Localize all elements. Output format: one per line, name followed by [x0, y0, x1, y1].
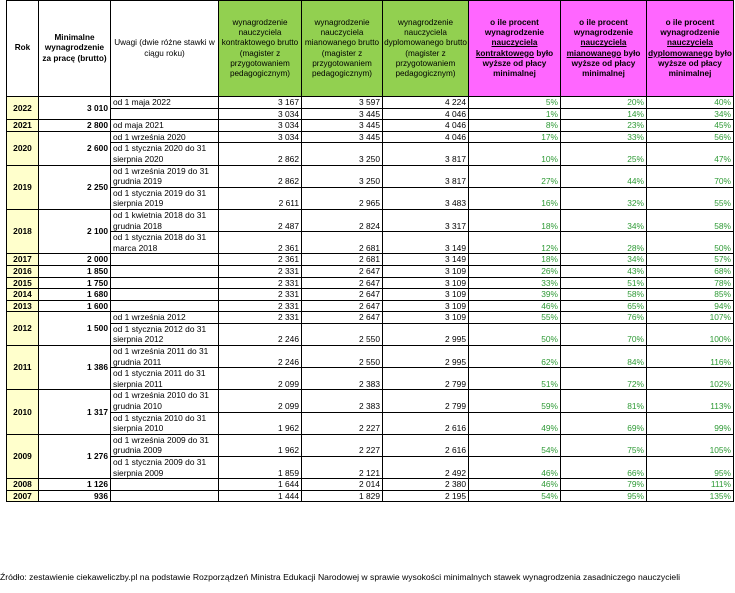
table-row	[7, 254, 734, 266]
table-row	[7, 108, 734, 120]
certified-pct-cell: 100%	[647, 323, 734, 345]
appointed-salary-cell: 2 227	[302, 412, 383, 434]
certified-salary-cell: 2 995	[383, 323, 469, 345]
year-cell: 2007	[7, 490, 39, 502]
note-cell: od 1 stycznia 2009 do 31 sierpnia 2009	[111, 457, 219, 479]
contract-pct-cell: 26%	[469, 265, 561, 277]
appointed-pct-cell: 34%	[561, 254, 647, 266]
appointed-pct-cell: 84%	[561, 346, 647, 368]
note-cell: od 1 stycznia 2020 do 31 sierpnia 2020	[111, 143, 219, 165]
table-row	[7, 457, 734, 479]
certified-salary-cell: 4 046	[383, 120, 469, 132]
header-min-wage: Minimalne wynagrodzenie za pracę (brutto)	[39, 1, 111, 97]
certified-pct-cell: 70%	[647, 165, 734, 187]
appointed-salary-cell: 3 445	[302, 120, 383, 132]
note-cell: od 1 września 2010 do 31 grudnia 2010	[111, 390, 219, 412]
contract-pct-cell: 17%	[469, 131, 561, 143]
certified-salary-cell: 4 224	[383, 97, 469, 109]
contract-pct-cell: 5%	[469, 97, 561, 109]
note-cell: od 1 stycznia 2019 do 31 sierpnia 2019	[111, 187, 219, 209]
appointed-salary-cell: 2 681	[302, 254, 383, 266]
min-wage-cell: 2 000	[39, 254, 111, 266]
table-row	[7, 131, 734, 143]
contract-pct-cell: 49%	[469, 412, 561, 434]
certified-salary-cell: 3 483	[383, 187, 469, 209]
appointed-pct-cell: 28%	[561, 232, 647, 254]
appointed-salary-cell: 1 829	[302, 490, 383, 502]
certified-pct-cell: 105%	[647, 434, 734, 456]
certified-pct-cell: 107%	[647, 312, 734, 324]
contract-pct-cell: 12%	[469, 232, 561, 254]
certified-salary-cell: 3 109	[383, 265, 469, 277]
certified-pct-cell: 56%	[647, 131, 734, 143]
table-row	[7, 289, 734, 301]
contract-salary-cell: 1 962	[219, 434, 302, 456]
appointed-salary-cell: 2 227	[302, 434, 383, 456]
certified-salary-cell: 3 317	[383, 209, 469, 231]
min-wage-cell: 2 600	[39, 131, 111, 165]
appointed-salary-cell: 2 647	[302, 277, 383, 289]
min-wage-cell: 936	[39, 490, 111, 502]
appointed-pct-cell: 58%	[561, 289, 647, 301]
appointed-pct-cell: 43%	[561, 265, 647, 277]
certified-pct-cell: 116%	[647, 346, 734, 368]
certified-salary-cell: 4 046	[383, 131, 469, 143]
certified-salary-cell: 2 616	[383, 412, 469, 434]
contract-salary-cell: 1 444	[219, 490, 302, 502]
year-cell: 2019	[7, 165, 39, 209]
header-pct-appointed: o ile procent wynagrodzenie nauczyciela mianowanego było wyższe od płacy minimalnej	[561, 1, 647, 97]
contract-pct-cell: 27%	[469, 165, 561, 187]
contract-salary-cell: 2 862	[219, 143, 302, 165]
certified-pct-cell: 78%	[647, 277, 734, 289]
certified-salary-cell: 2 799	[383, 368, 469, 390]
table-row	[7, 300, 734, 312]
contract-salary-cell: 2 862	[219, 165, 302, 187]
min-wage-cell: 1 386	[39, 346, 111, 390]
certified-pct-cell: 34%	[647, 108, 734, 120]
appointed-salary-cell: 2 824	[302, 209, 383, 231]
table-body	[7, 97, 734, 502]
appointed-pct-cell: 81%	[561, 390, 647, 412]
table-row	[7, 120, 734, 132]
certified-pct-cell: 111%	[647, 479, 734, 491]
contract-pct-cell: 39%	[469, 289, 561, 301]
appointed-pct-cell: 72%	[561, 368, 647, 390]
certified-salary-cell: 2 995	[383, 346, 469, 368]
spreadsheet	[6, 0, 733, 502]
certified-salary-cell: 2 380	[383, 479, 469, 491]
note-cell: od 1 września 2020	[111, 131, 219, 143]
note-cell	[111, 479, 219, 491]
header-notes: Uwagi (dwie różne stawki w ciągu roku)	[111, 1, 219, 97]
table-row	[7, 187, 734, 209]
min-wage-cell: 1 317	[39, 390, 111, 434]
certified-salary-cell: 2 616	[383, 434, 469, 456]
note-cell	[111, 254, 219, 266]
year-cell: 2016	[7, 265, 39, 277]
table-row	[7, 232, 734, 254]
appointed-salary-cell: 2 647	[302, 265, 383, 277]
appointed-pct-cell: 76%	[561, 312, 647, 324]
min-wage-cell: 2 800	[39, 120, 111, 132]
certified-pct-cell: 99%	[647, 412, 734, 434]
appointed-pct-cell: 75%	[561, 434, 647, 456]
note-cell	[111, 490, 219, 502]
table-row	[7, 434, 734, 456]
contract-pct-cell: 46%	[469, 457, 561, 479]
min-wage-cell: 2 250	[39, 165, 111, 209]
header-certified: wynagrodzenie nauczyciela dyplomowanego brutto (magister z przygotowaniem pedagogicznym)	[383, 1, 469, 97]
year-cell: 2014	[7, 289, 39, 301]
contract-salary-cell: 1 962	[219, 412, 302, 434]
appointed-pct-cell: 44%	[561, 165, 647, 187]
certified-salary-cell: 2 799	[383, 390, 469, 412]
contract-pct-cell: 18%	[469, 254, 561, 266]
contract-pct-cell: 54%	[469, 490, 561, 502]
min-wage-cell: 1 850	[39, 265, 111, 277]
table-row	[7, 209, 734, 231]
min-wage-cell: 1 126	[39, 479, 111, 491]
year-cell: 2020	[7, 131, 39, 165]
appointed-pct-cell: 32%	[561, 187, 647, 209]
year-cell: 2013	[7, 300, 39, 312]
appointed-pct-cell: 95%	[561, 490, 647, 502]
table-row	[7, 323, 734, 345]
source-footer: Źródło: zestawienie ciekaweliczby.pl na podstawie Rozporządzeń Ministra Edukacji Narodowej w sprawie wysokości minimalnych stawek wynagrodzenia zasadniczego nauczycieli	[0, 572, 681, 582]
table-row	[7, 368, 734, 390]
contract-pct-cell: 10%	[469, 143, 561, 165]
note-cell: od 1 września 2009 do 31 grudnia 2009	[111, 434, 219, 456]
contract-pct-cell: 59%	[469, 390, 561, 412]
table-row	[7, 277, 734, 289]
year-cell: 2022	[7, 97, 39, 120]
note-cell	[111, 277, 219, 289]
note-cell: od 1 stycznia 2012 do 31 sierpnia 2012	[111, 323, 219, 345]
note-cell: od 1 maja 2022	[111, 97, 219, 109]
contract-pct-cell: 16%	[469, 187, 561, 209]
certified-salary-cell: 3 149	[383, 254, 469, 266]
contract-salary-cell: 2 331	[219, 277, 302, 289]
note-cell	[111, 289, 219, 301]
year-cell: 2017	[7, 254, 39, 266]
appointed-pct-cell: 70%	[561, 323, 647, 345]
certified-salary-cell: 3 149	[383, 232, 469, 254]
contract-pct-cell: 46%	[469, 300, 561, 312]
appointed-pct-cell: 51%	[561, 277, 647, 289]
certified-pct-cell: 135%	[647, 490, 734, 502]
contract-salary-cell: 2 099	[219, 368, 302, 390]
contract-salary-cell: 2 331	[219, 289, 302, 301]
certified-salary-cell: 3 817	[383, 143, 469, 165]
certified-salary-cell: 4 046	[383, 108, 469, 120]
appointed-salary-cell: 3 445	[302, 131, 383, 143]
certified-salary-cell: 3 109	[383, 312, 469, 324]
appointed-pct-cell: 34%	[561, 209, 647, 231]
contract-salary-cell: 1 859	[219, 457, 302, 479]
appointed-pct-cell: 14%	[561, 108, 647, 120]
contract-salary-cell: 2 487	[219, 209, 302, 231]
certified-salary-cell: 2 195	[383, 490, 469, 502]
contract-pct-cell: 18%	[469, 209, 561, 231]
certified-salary-cell: 3 109	[383, 289, 469, 301]
contract-salary-cell: 2 246	[219, 323, 302, 345]
table-row	[7, 490, 734, 502]
appointed-salary-cell: 2 014	[302, 479, 383, 491]
certified-pct-cell: 47%	[647, 143, 734, 165]
salary-table	[6, 0, 734, 502]
certified-salary-cell: 3 109	[383, 300, 469, 312]
certified-pct-cell: 85%	[647, 289, 734, 301]
table-row	[7, 312, 734, 324]
contract-salary-cell: 2 611	[219, 187, 302, 209]
table-row	[7, 479, 734, 491]
table-row	[7, 390, 734, 412]
year-cell: 2009	[7, 434, 39, 478]
contract-pct-cell: 46%	[469, 479, 561, 491]
table-row	[7, 346, 734, 368]
table-row	[7, 97, 734, 109]
min-wage-cell: 3 010	[39, 97, 111, 120]
appointed-salary-cell: 2 647	[302, 289, 383, 301]
contract-salary-cell: 2 361	[219, 254, 302, 266]
certified-salary-cell: 2 492	[383, 457, 469, 479]
appointed-salary-cell: 3 445	[302, 108, 383, 120]
certified-pct-cell: 57%	[647, 254, 734, 266]
table-row	[7, 265, 734, 277]
appointed-salary-cell: 2 121	[302, 457, 383, 479]
contract-salary-cell: 3 034	[219, 131, 302, 143]
certified-pct-cell: 113%	[647, 390, 734, 412]
appointed-salary-cell: 2 647	[302, 312, 383, 324]
appointed-salary-cell: 3 250	[302, 143, 383, 165]
year-cell: 2010	[7, 390, 39, 434]
note-cell: od maja 2021	[111, 120, 219, 132]
note-cell	[111, 265, 219, 277]
note-cell	[111, 108, 219, 120]
appointed-pct-cell: 20%	[561, 97, 647, 109]
contract-pct-cell: 1%	[469, 108, 561, 120]
table-row	[7, 165, 734, 187]
header-appointed: wynagrodzenie nauczyciela mianowanego brutto (magister z przygotowaniem pedagogicznym)	[302, 1, 383, 97]
contract-pct-cell: 62%	[469, 346, 561, 368]
header-pct-contract: o ile procent wynagrodzenie nauczyciela kontraktowego było wyższe od płacy minimalnej	[469, 1, 561, 97]
year-cell: 2021	[7, 120, 39, 132]
contract-salary-cell: 2 331	[219, 300, 302, 312]
certified-salary-cell: 3 817	[383, 165, 469, 187]
appointed-salary-cell: 2 647	[302, 300, 383, 312]
min-wage-cell: 1 750	[39, 277, 111, 289]
note-cell: od 1 stycznia 2010 do 31 sierpnia 2010	[111, 412, 219, 434]
contract-salary-cell: 1 644	[219, 479, 302, 491]
note-cell: od 1 września 2012	[111, 312, 219, 324]
certified-pct-cell: 94%	[647, 300, 734, 312]
contract-salary-cell: 3 034	[219, 108, 302, 120]
year-cell: 2011	[7, 346, 39, 390]
note-cell: od 1 stycznia 2011 do 31 sierpnia 2011	[111, 368, 219, 390]
appointed-salary-cell: 3 597	[302, 97, 383, 109]
contract-salary-cell: 3 034	[219, 120, 302, 132]
certified-pct-cell: 45%	[647, 120, 734, 132]
certified-pct-cell: 55%	[647, 187, 734, 209]
appointed-pct-cell: 66%	[561, 457, 647, 479]
contract-pct-cell: 55%	[469, 312, 561, 324]
appointed-salary-cell: 2 550	[302, 323, 383, 345]
header-contract: wynagrodzenie nauczyciela kontraktowego brutto (magister z przygotowaniem pedagogicznym)	[219, 1, 302, 97]
min-wage-cell: 1 680	[39, 289, 111, 301]
appointed-pct-cell: 25%	[561, 143, 647, 165]
certified-salary-cell: 3 109	[383, 277, 469, 289]
contract-salary-cell: 2 099	[219, 390, 302, 412]
year-cell: 2008	[7, 479, 39, 491]
contract-salary-cell: 2 331	[219, 265, 302, 277]
year-cell: 2012	[7, 312, 39, 346]
year-cell: 2015	[7, 277, 39, 289]
contract-pct-cell: 54%	[469, 434, 561, 456]
appointed-salary-cell: 2 550	[302, 346, 383, 368]
contract-salary-cell: 3 167	[219, 97, 302, 109]
certified-pct-cell: 40%	[647, 97, 734, 109]
table-row	[7, 143, 734, 165]
contract-salary-cell: 2 361	[219, 232, 302, 254]
appointed-salary-cell: 3 250	[302, 165, 383, 187]
contract-salary-cell: 2 246	[219, 346, 302, 368]
appointed-salary-cell: 2 383	[302, 368, 383, 390]
contract-pct-cell: 50%	[469, 323, 561, 345]
header-pct-certified: o ile procent wynagrodzenie nauczyciela dyplomowanego było wyższe od płacy minimalnej	[647, 1, 734, 97]
note-cell: od 1 września 2011 do 31 grudnia 2011	[111, 346, 219, 368]
appointed-salary-cell: 2 965	[302, 187, 383, 209]
certified-pct-cell: 58%	[647, 209, 734, 231]
appointed-pct-cell: 69%	[561, 412, 647, 434]
appointed-pct-cell: 33%	[561, 131, 647, 143]
appointed-pct-cell: 79%	[561, 479, 647, 491]
min-wage-cell: 1 500	[39, 312, 111, 346]
min-wage-cell: 1 276	[39, 434, 111, 478]
contract-pct-cell: 51%	[469, 368, 561, 390]
certified-pct-cell: 68%	[647, 265, 734, 277]
certified-pct-cell: 102%	[647, 368, 734, 390]
contract-salary-cell: 2 331	[219, 312, 302, 324]
min-wage-cell: 2 100	[39, 209, 111, 253]
appointed-salary-cell: 2 681	[302, 232, 383, 254]
header-year: Rok	[7, 1, 39, 97]
note-cell: od 1 stycznia 2018 do 31 marca 2018	[111, 232, 219, 254]
note-cell	[111, 300, 219, 312]
appointed-salary-cell: 2 383	[302, 390, 383, 412]
appointed-pct-cell: 23%	[561, 120, 647, 132]
table-row	[7, 412, 734, 434]
contract-pct-cell: 33%	[469, 277, 561, 289]
certified-pct-cell: 95%	[647, 457, 734, 479]
note-cell: od 1 września 2019 do 31 grudnia 2019	[111, 165, 219, 187]
contract-pct-cell: 8%	[469, 120, 561, 132]
note-cell: od 1 kwietnia 2018 do 31 grudnia 2018	[111, 209, 219, 231]
certified-pct-cell: 50%	[647, 232, 734, 254]
year-cell: 2018	[7, 209, 39, 253]
appointed-pct-cell: 65%	[561, 300, 647, 312]
min-wage-cell: 1 600	[39, 300, 111, 312]
